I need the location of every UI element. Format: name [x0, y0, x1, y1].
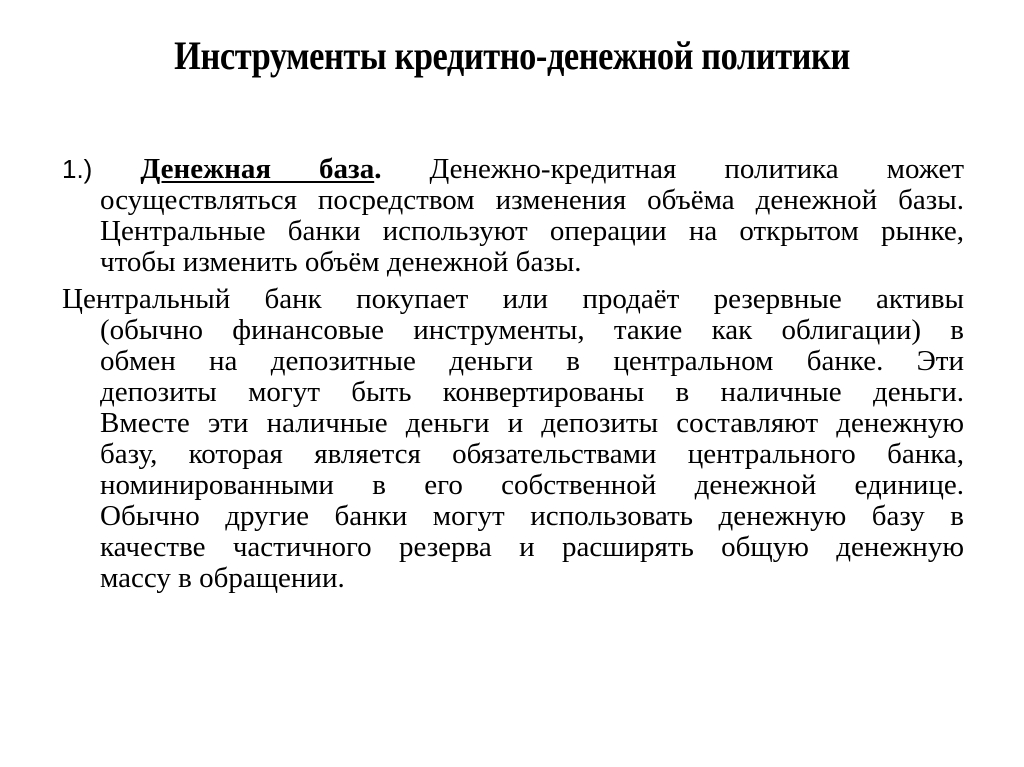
- list-marker: 1.): [62, 154, 93, 184]
- slide-title: Инструменты кредитно-денежной политики: [174, 33, 850, 78]
- term-money-base: Денежная база: [140, 153, 375, 185]
- term-punctuation: .: [374, 153, 382, 185]
- paragraph-2-line-7: номинированными в его собственной денежной единице.: [100, 469, 964, 501]
- paragraph-2-line-5: Вместе эти наличные деньги и депозиты составляют денежную: [100, 407, 964, 439]
- item-1-first-line: [62, 153, 964, 185]
- paragraph-2-line-3: обмен на депозитные деньги в центральном банке. Эти: [100, 345, 964, 377]
- paragraph-2-line-4: депозиты могут быть конвертированы в наличные деньги.: [100, 376, 964, 408]
- paragraph-2-line-1: Центральный банк покупает или продаёт резервные активы: [62, 283, 964, 315]
- item-1-line-4: чтобы изменить объём денежной базы.: [100, 246, 582, 278]
- paragraph-2-line-10: массу в обращении.: [100, 562, 345, 594]
- paragraph-2-line-2: (обычно финансовые инструменты, такие как облигации) в: [100, 314, 964, 346]
- paragraph-2-line-6: базу, которая является обязательствами центрального банка,: [100, 438, 964, 470]
- item-1-line-2: осуществляться посредством изменения объёма денежной базы.: [100, 184, 964, 216]
- item-1-line-1-text: Денежно-кредитная политика может: [429, 153, 965, 185]
- item-1-line-3: Центральные банки используют операции на открытом рынке,: [100, 215, 964, 247]
- paragraph-2-line-9: качестве частичного резерва и расширять общую денежную: [100, 531, 964, 563]
- paragraph-2-line-8: Обычно другие банки могут использовать денежную базу в: [100, 500, 964, 532]
